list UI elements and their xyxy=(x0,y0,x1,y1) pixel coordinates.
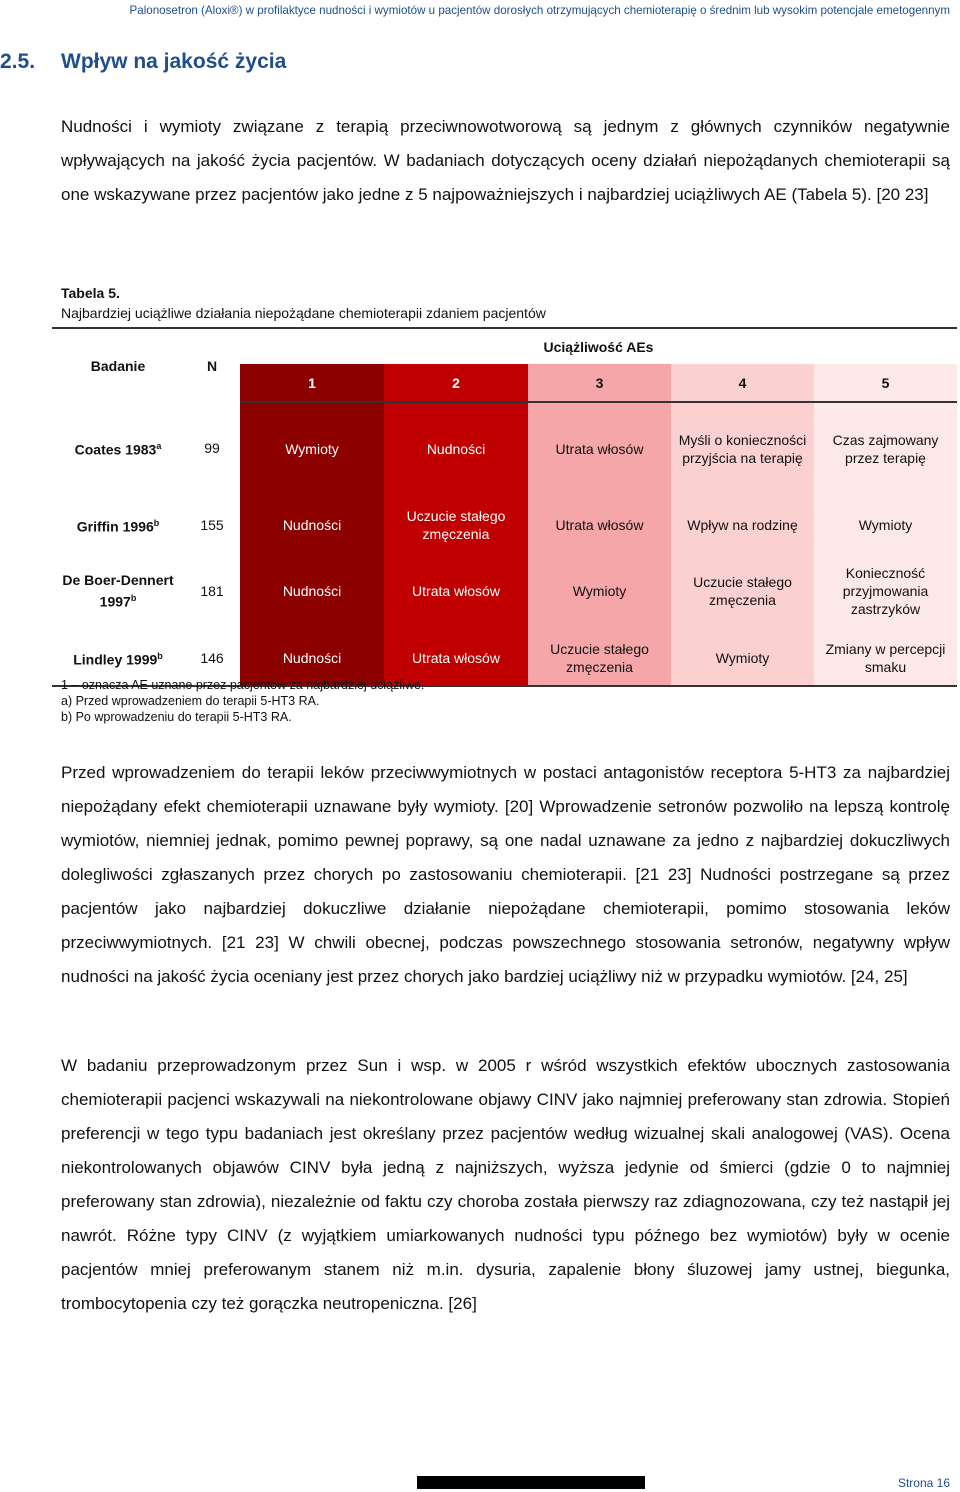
ae-cell: Wymioty xyxy=(528,556,671,626)
ae-cell: Uczucie stałego zmęczenia xyxy=(528,630,671,686)
table-row xyxy=(52,402,957,494)
sample-size: 99 xyxy=(204,440,220,456)
ae-cell: Uczucie stałego zmęczenia xyxy=(384,498,528,552)
table-caption xyxy=(61,283,546,323)
header-n: N xyxy=(184,328,240,402)
ae-burden-table xyxy=(52,327,957,687)
ae-cell: Nudności xyxy=(240,556,384,626)
ae-cell: Wymioty xyxy=(814,498,957,552)
table-caption-label: Tabela 5. xyxy=(61,285,120,301)
ae-cell: Utrata włosów xyxy=(384,630,528,686)
study-name: Griffin 1996$^b$ xyxy=(76,518,160,535)
sample-size: 181 xyxy=(200,583,224,599)
ae-cell: Utrata włosów xyxy=(528,402,671,494)
section-number: 2.5. xyxy=(0,50,36,73)
table-notes xyxy=(61,677,424,725)
page-number: Strona 16 xyxy=(897,1476,950,1490)
rank-header: 5 xyxy=(814,364,957,402)
table-note: 1 – oznacza AE uznane przez pacjentów za najbardziej uciążliwe. xyxy=(61,678,425,692)
ae-cell: Nudności xyxy=(240,498,384,552)
ae-cell: Wymioty xyxy=(240,402,384,494)
rank-header: 3 xyxy=(528,364,671,402)
ae-cell: Nudności xyxy=(240,630,384,686)
section-title: Wpływ na jakość życia xyxy=(61,50,287,73)
ae-cell: Konieczność przyjmowania zastrzyków xyxy=(814,556,957,626)
table-note: b) Po wprowadzeniu do terapii 5-HT3 RA. xyxy=(61,710,292,724)
footer-bar xyxy=(417,1476,645,1489)
ae-cell: Utrata włosów xyxy=(384,556,528,626)
ae-cell: Uczucie stałego zmęczenia xyxy=(671,556,814,626)
sample-size: 155 xyxy=(200,517,224,533)
study-name: Lindley 1999$^b$ xyxy=(52,630,184,686)
ae-cell: Nudności xyxy=(384,402,528,494)
paragraph-intro: Nudności i wymioty związane z terapią przeciwnowotworową są jednym z głównych czynników negatywnie wpływających na jakość życia pacjentów. W badaniach dotyczących oceny działań niepożądanych chemioterapii są one wskazywane przez pacjentów jako jedne z 5 najpoważniejszych i najbardziej uciążliwych AE (Tabela 5). [20 23] xyxy=(61,117,950,204)
paragraph-sun-study: W badaniu przeprowadzonym przez Sun i wsp. w 2005 r wśród wszystkich efektów ubocznych zastosowania chemioterapii pacjenci wskazywali na niekontrolowane objawy CINV jako najmniej preferowany stan zdrowia. Stopień preferencji w tego typu badaniach jest określany przez pacjentów według wizualnej skali analogowej (VAS). Ocena niekontrolowanych objawów CINV była jedną z najniższych, wyższa jedynie od śmierci (gdzie 0 to najmniej preferowany stan zdrowia), niezależnie od faktu czy choroba została pierwszy raz zdiagnozowana, czy też nastąpił jej nawrót. Różne typy CINV (z wyjątkiem umiarkowanych nudności typu późnego bez wymiotów) były w ocenie pacjentów mniej preferowanym stanem niż m.in. dysuria, zapalenie błony śluzowej jamy ustnej, biegunka, trombocytopenia czy też gorączka neutropeniczna. [26] xyxy=(61,1056,950,1313)
section-heading xyxy=(0,50,286,74)
running-header: Palonosetron (Aloxi®) w profilaktyce nudności i wymiotów u pacjentów dorosłych otrzymujących chemioterapię o średnim lub wysokim potencjale emetogennym xyxy=(129,4,950,17)
ae-cell: Czas zajmowany przez terapię xyxy=(814,402,957,494)
table-caption-text: Najbardziej uciążliwe działania niepożądane chemioterapii zdaniem pacjentów xyxy=(61,305,546,321)
rank-header: 4 xyxy=(671,364,814,402)
table-row xyxy=(52,498,957,552)
study-name: De Boer-Dennert 1997$^b$ xyxy=(62,572,174,610)
sample-size: 146 xyxy=(184,630,240,686)
ae-cell: Zmiany w percepcji smaku xyxy=(814,630,957,686)
table-row xyxy=(52,556,957,626)
study-name: Coates 1983$^a$ xyxy=(74,441,162,458)
ae-cell: Wymioty xyxy=(671,630,814,686)
table-header-row xyxy=(52,328,957,364)
ae-cell: Wpływ na rodzinę xyxy=(671,498,814,552)
rank-header: 1 xyxy=(240,364,384,402)
ae-cell: Utrata włosów xyxy=(528,498,671,552)
rank-header: 2 xyxy=(384,364,528,402)
paragraph-setrons: Przed wprowadzeniem do terapii leków przeciwwymiotnych w postaci antagonistów receptora 5-HT3 za najbardziej niepożądany efekt chemioterapii uznawane były wymioty. [20] Wprowadzenie setronów pozwoliło na lepszą kontrolę wymiotów, niemniej jednak, pomimo pewnej poprawy, są one nadal uznawane za jedno z najbardziej dokuczliwych dolegliwości zgłaszanych przez chorych po zastosowaniu chemioterapii. [21 23] Nudności postrzegane są przez pacjentów jako najbardziej dokuczliwe działanie niepożądane chemioterapii, pomimo stosowania leków przeciwwymiotnych. [21 23] W chwili obecnej, podczas powszechnego stosowania setronów, negatywny wpływ nudności na jakość życia oceniany jest przez chorych jako bardziej uciążliwy niż w przypadku wymiotów. [24, 25] xyxy=(61,763,950,986)
ae-cell: Myśli o konieczności przyjścia na terapię xyxy=(671,402,814,494)
header-group: Uciążliwość AEs xyxy=(240,328,957,364)
header-study: Badanie xyxy=(52,328,184,402)
table-note: a) Przed wprowadzeniem do terapii 5-HT3 RA. xyxy=(61,694,320,708)
